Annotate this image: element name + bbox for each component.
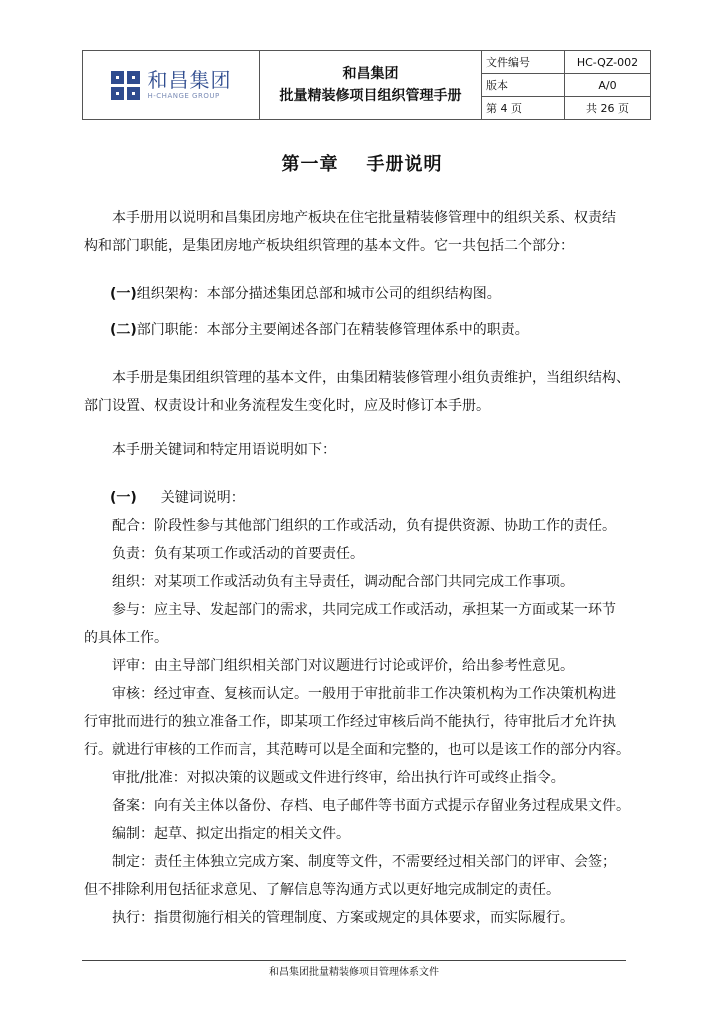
term-line: 评审：由主导部门组织相关部门对议题进行讨论或评价，给出参考性意见。 [112,658,574,674]
keywords-section-heading [110,484,682,512]
paragraph-line: 构和部门职能，是集团房地产板块组织管理的基本文件。它一共包括二个部分： [84,238,574,254]
terms-intro-text: 本手册关键词和特定用语说明如下： [112,442,336,458]
logo-cell [83,51,260,120]
term-line: 执行：指贯彻施行相关的管理制度、方案或规定的具体要求，而实际履行。 [112,910,574,926]
term-item [84,764,656,792]
part-2 [110,316,682,344]
meta-label-page: 第 4 页 [482,97,565,120]
part-1 [110,280,682,308]
term-item [84,904,656,932]
term-item [84,680,656,764]
term-item [84,848,656,904]
term-line: 行。就进行审核的工作而言，其范畴可以是全面和完整的，也可以是该工作的部分内容。 [84,742,630,758]
term-item [84,540,656,568]
part-2-text: 部门职能：本部分主要阐述各部门在精装修管理体系中的职责。 [136,322,529,338]
paragraph-line: 本手册用以说明和昌集团房地产板块在住宅批量精装修管理中的组织关系、权责结 [112,210,616,226]
part-1-text: 组织架构：本部分描述集团总部和城市公司的组织结构图。 [136,286,501,302]
intro-paragraph [84,204,656,260]
term-line: 的具体工作。 [84,630,168,646]
chapter-number: 第一章 [281,154,339,175]
company-logo [83,51,259,119]
term-item [84,596,656,652]
document-title [260,51,482,120]
meta-value-version: A/0 [565,74,651,97]
term-line: 负责：负有某项工作或活动的首要责任。 [112,546,364,562]
term-line: 但不排除利用包括征求意见、了解信息等沟通方式以更好地完成制定的责任。 [84,882,560,898]
term-line: 制定：责任主体独立完成方案、制度等文件，不需要经过相关部门的评审、会签； [112,854,616,870]
part-1-tag: (一) [110,286,137,302]
paragraph-line: 本手册是集团组织管理的基本文件，由集团精装修管理小组负责维护，当组织结构、 [112,370,630,386]
meta-value-total-pages: 共 26 页 [565,97,651,120]
meta-label-doc-number: 文件编号 [482,51,565,74]
paragraph-line: 部门设置、权责设计和业务流程发生变化时，应及时修订本手册。 [84,398,490,414]
term-item [84,820,656,848]
term-item [84,792,656,820]
chapter-heading [0,150,724,176]
term-item [84,652,656,680]
term-line: 审核：经过审查、复核而认定。一般用于审批前非工作决策机构为工作决策机构进 [112,686,616,702]
term-line: 审批/批准：对拟决策的议题或文件进行终审，给出执行许可或终止指令。 [112,770,565,786]
term-line: 配合：阶段性参与其他部门组织的工作或活动，负有提供资源、协助工作的责任。 [112,518,616,534]
term-line: 备案：向有关主体以备份、存档、电子邮件等书面方式提示存留业务过程成果文件。 [112,798,630,814]
page-footer: 和昌集团批量精装修项目管理体系文件 [269,967,439,978]
term-line: 参与：应主导、发起部门的需求，共同完成工作或活动，承担某一方面或某一环节 [112,602,616,618]
meta-label-version: 版本 [482,74,565,97]
title-line-1: 和昌集团 [342,66,399,82]
term-line: 组织：对某项工作或活动负有主导责任，调动配合部门共同完成工作事项。 [112,574,574,590]
term-line: 编制：起草、拟定出指定的相关文件。 [112,826,350,842]
logo-name-cn: 和昌集团 [147,68,232,92]
keyword-list [84,512,656,932]
section-title: 关键词说明： [160,490,245,506]
document-header [82,50,651,120]
logo-name-en: H-CHANGE GROUP [147,92,220,100]
section-tag: (一) [110,490,137,506]
term-item [84,512,656,540]
chapter-title: 手册说明 [366,154,443,175]
term-line: 行审批而进行的独立准备工作，即某项工作经过审核后尚不能执行，待审批后才允许执 [84,714,616,730]
footer-rule [82,960,626,961]
part-2-tag: (二) [110,322,137,338]
terms-intro [84,436,656,464]
meta-value-doc-number: HC-QZ-002 [565,51,651,74]
maintenance-paragraph [84,364,656,420]
title-line-2: 批量精装修项目组织管理手册 [279,88,462,104]
term-item [84,568,656,596]
logo-mark-icon [111,71,140,100]
